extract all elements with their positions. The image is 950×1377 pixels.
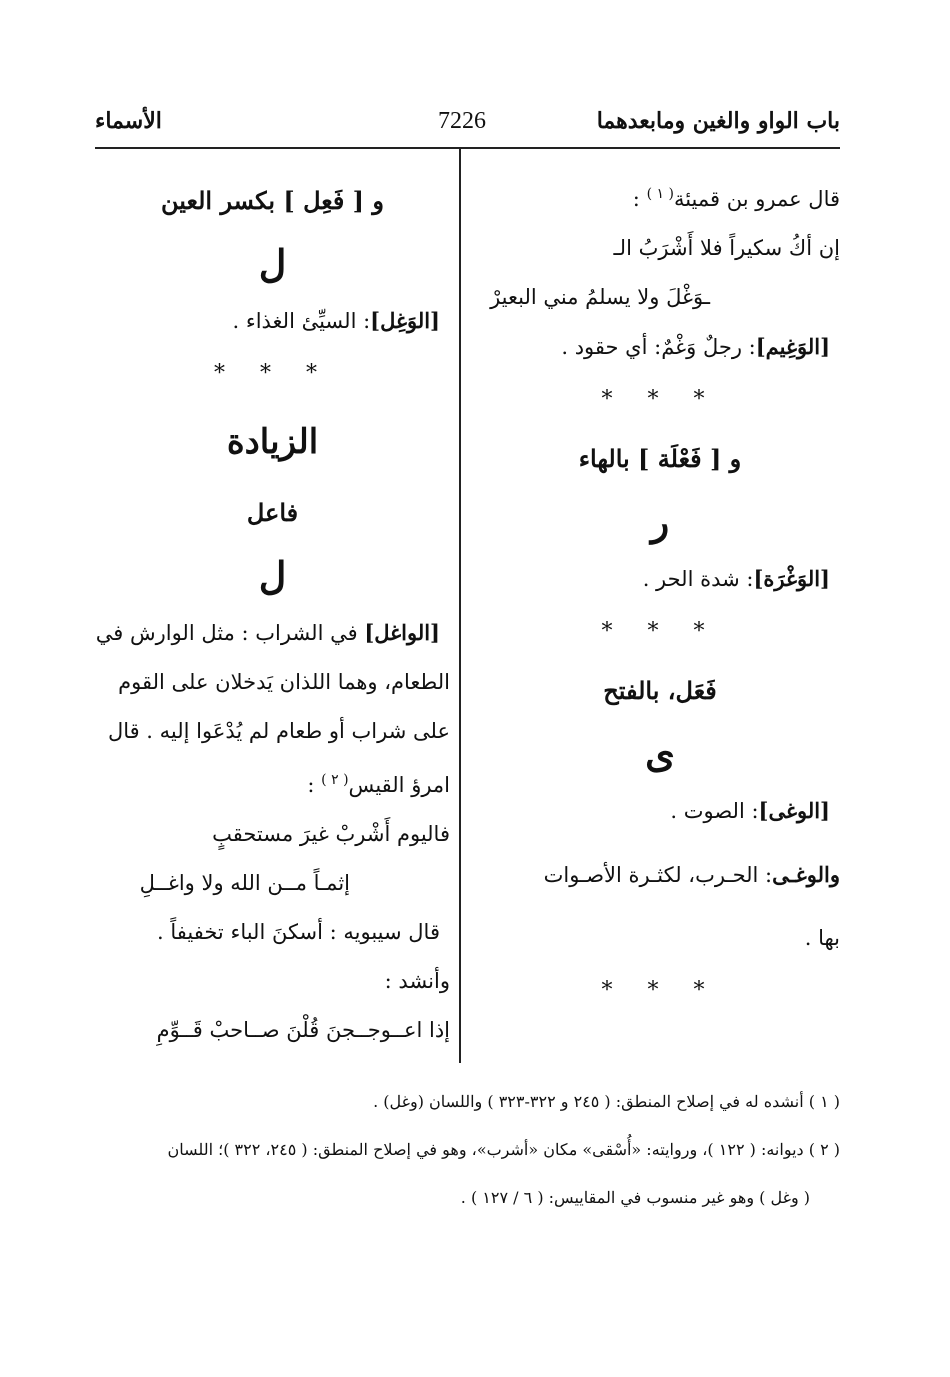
letter-heading: ى — [645, 731, 675, 776]
left-column — [95, 170, 450, 1055]
entry-text: : الحـرب، لكثـرة الأصـوات — [543, 863, 773, 887]
footnote-continuation: ( وغل ) وهو غير منسوب في المقاييس: ( ٦ / ١٢٧ ) . — [460, 1188, 810, 1207]
entry-text: : شدة الحر . — [642, 567, 754, 591]
section-heading: و [ فَعِل ] بكسر العين — [161, 186, 384, 215]
text-line: على شراب أو طعام لم يُدْعَوا إليه . قال — [107, 719, 450, 743]
entry-headword: والوغـى — [772, 862, 840, 887]
verse-line: إثمـاً مــن الله ولا واغــلِ — [139, 871, 350, 895]
section-heading: و [ فَعْلَة ] بالهاء — [578, 444, 742, 473]
text: امرؤ القيس — [348, 773, 450, 797]
entry-line — [480, 786, 840, 836]
footnotes — [105, 1078, 840, 1222]
footnote: ( ٢ ) ديوانه: ( ١٢٢ )، وروايته: «أُسْقى» مكان «أشرب»، وهو في إصلاح المنطق: ( ٢٤٥، ٣٢٢ )؛ اللسان — [167, 1140, 840, 1159]
letter-heading: ر — [650, 499, 670, 544]
text-line: قال سيبويه : أسكنَ الباء تخفيفاً . — [157, 920, 440, 944]
footnote-ref: ( ١ ) — [646, 186, 674, 202]
section-heading: فَعَل، بالفتح — [603, 676, 717, 705]
text-line: بها . — [804, 926, 840, 950]
chapter-heading: الزيادة — [226, 422, 319, 462]
entry-line — [480, 322, 840, 372]
column-divider — [459, 148, 461, 1063]
page-number: 7226 — [438, 108, 486, 134]
entry-line — [480, 850, 840, 900]
footnote-ref: ( ٢ ) — [321, 772, 349, 788]
section-separator: * * * — [601, 619, 719, 644]
verse-line: ـوَغْلَ ولا يسلمُ مني البعيرْ — [490, 285, 710, 309]
entry-headword: [الواغل] — [364, 620, 440, 645]
entry-headword: [الوغى] — [758, 798, 830, 823]
text-line — [480, 170, 840, 224]
verse-line: فاليوم أَشْربْ غيرَ مستحقبٍ — [212, 822, 450, 846]
verse-line: إذا اعــوجــجنَ قُلْنَ صــاحبْ قَــوِّمِ — [156, 1018, 450, 1042]
verse-line: إن أكُ سكيراً فلا أَشْرَبُ الـ — [613, 236, 840, 260]
text: : — [632, 187, 640, 211]
section-separator: * * * — [214, 361, 331, 386]
text: قال عمرو بن قميئة — [673, 187, 840, 211]
entry-headword: [الوَغِل] — [370, 308, 440, 333]
entry-line — [95, 296, 450, 346]
entry-text: : الصوت . — [670, 799, 759, 823]
right-column — [480, 170, 840, 1019]
entry-text: في الشراب : مثل الوارش في — [95, 621, 365, 645]
text: : — [307, 773, 315, 797]
letter-heading: ل — [258, 241, 287, 286]
text-line: الطعام، وهما اللذان يَدخلان على القوم — [118, 670, 450, 694]
footnote: ( ١ ) أنشده له في إصلاح المنطق: ( ٢٤٥ و ٣٢٢-٣٢٣ ) واللسان (وغل) . — [373, 1092, 840, 1111]
letter-heading: ل — [258, 553, 287, 598]
text-line: وأنشد : — [384, 969, 450, 993]
section-separator: * * * — [601, 978, 719, 1003]
section-separator: * * * — [601, 387, 719, 412]
entry-text: : السيِّئ الغذاء . — [232, 309, 371, 333]
running-header-section: الأسماء — [95, 108, 162, 134]
section-heading: فاعل — [246, 498, 299, 527]
entry-line — [480, 554, 840, 604]
entry-line — [95, 608, 450, 658]
text-line — [95, 756, 450, 810]
entry-headword: [الوَغِيم] — [755, 334, 830, 359]
running-header-chapter: باب الواو والغين ومابعدهما — [596, 108, 840, 134]
entry-headword: [الوَغْرَة] — [753, 566, 830, 591]
header-rule — [95, 147, 840, 149]
entry-text: : رجلٌ وَغْمٌ: أي حقود . — [561, 335, 756, 359]
